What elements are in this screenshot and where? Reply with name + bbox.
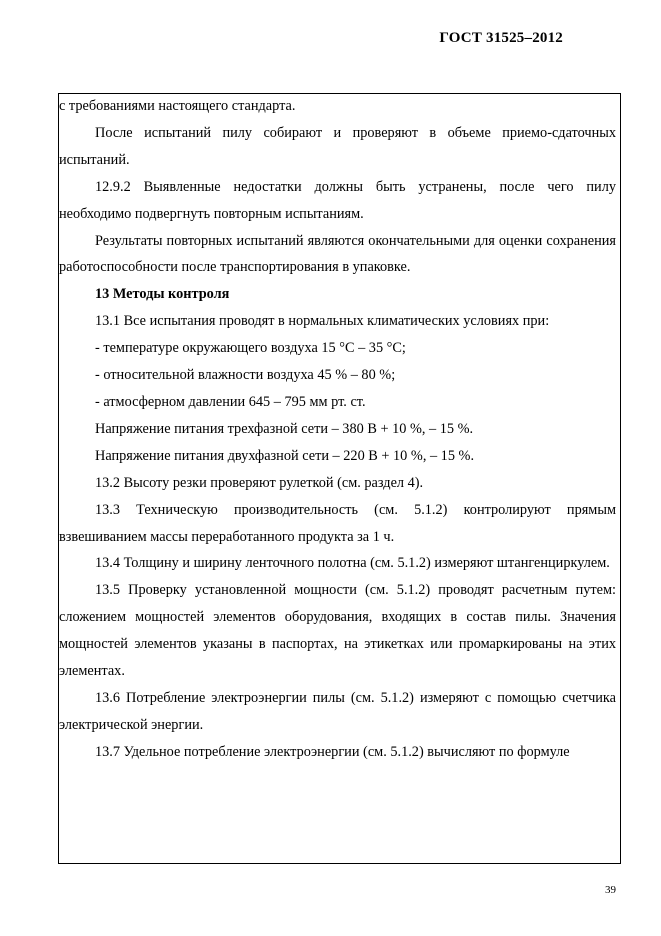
- document-body: [59, 93, 616, 766]
- paragraph-three-phase-voltage: Напряжение питания трехфазной сети – 380 В + 10 %, – 15 %.: [95, 420, 474, 437]
- list-item-pressure: - атмосферном давлении 645 – 795 мм рт. ст.: [95, 393, 366, 410]
- paragraph-repeat-tests-results: Результаты повторных испытаний являются окончательными для оценки сохранения работоспособности после транспортирования в упаковке.: [59, 232, 616, 276]
- section-heading-13: 13 Методы контроля: [95, 286, 230, 303]
- paragraph-13-5: 13.5 Проверку установленной мощности (см. 5.1.2) проводят расчетным путем: сложением мощностей элементов оборудования, входящих в состав пилы. Значения мощностей элементов указаны в паспортах, на этикетках или промаркированы на этих элементах.: [59, 582, 616, 680]
- paragraph-after-tests: После испытаний пилу собирают и проверяют в объеме приемо-сдаточных испытаний.: [59, 124, 616, 168]
- paragraph-13-7: 13.7 Удельное потребление электроэнергии (см. 5.1.2) вычисляют по формуле: [95, 743, 570, 760]
- document-header: ГОСТ 31525–2012: [439, 30, 563, 46]
- paragraph-12-9-2: 12.9.2 Выявленные недостатки должны быть устранены, после чего пилу необходимо подвергнуть повторным испытаниям.: [59, 178, 616, 222]
- paragraph-13-1: 13.1 Все испытания проводят в нормальных климатических условиях при:: [95, 313, 550, 330]
- paragraph-13-6: 13.6 Потребление электроэнергии пилы (см. 5.1.2) измеряют с помощью счетчика электрической энергии.: [59, 689, 616, 733]
- list-item-temperature: - температуре окружающего воздуха 15 °С – 35 °С;: [95, 340, 406, 357]
- list-item-humidity: - относительной влажности воздуха 45 % – 80 %;: [95, 367, 396, 384]
- paragraph-13-3: 13.3 Техническую производительность (см. 5.1.2) контролируют прямым взвешиванием массы переработанного продукта за 1 ч.: [59, 501, 616, 545]
- page-number: 39: [605, 884, 616, 896]
- paragraph-two-phase-voltage: Напряжение питания двухфазной сети – 220 В + 10 %, – 15 %.: [95, 447, 475, 464]
- paragraph-13-4: 13.4 Толщину и ширину ленточного полотна (см. 5.1.2) измеряют штангенциркулем.: [95, 555, 610, 572]
- paragraph-continuation: с требованиями настоящего стандарта.: [59, 98, 296, 114]
- paragraph-13-2: 13.2 Высоту резки проверяют рулеткой (см. раздел 4).: [95, 474, 424, 491]
